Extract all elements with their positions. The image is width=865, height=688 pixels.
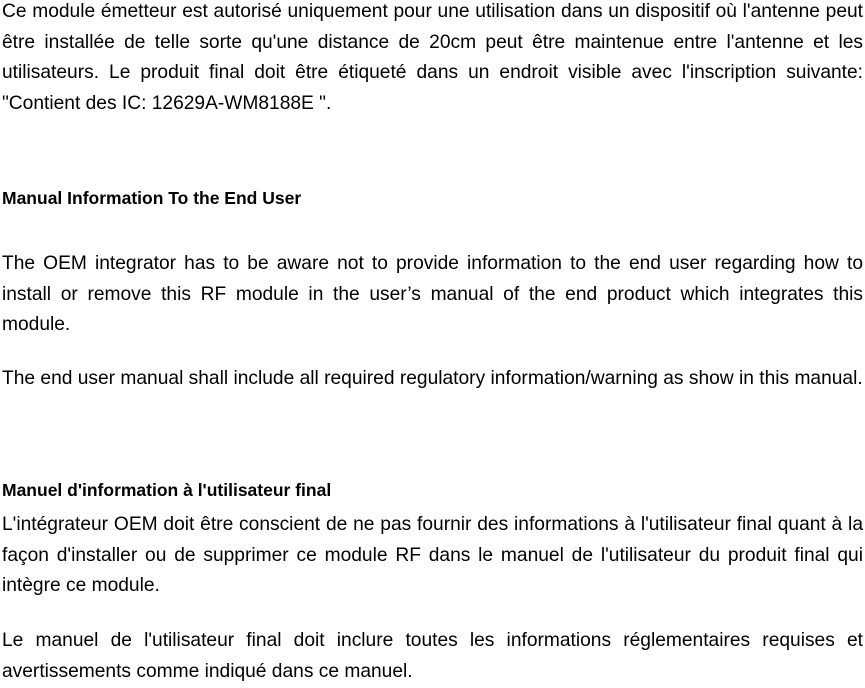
heading-manuel-information-utilisateur: Manuel d'information à l'utilisateur final	[2, 480, 332, 500]
paragraph-end-user-manual-en: The end user manual shall include all required regulatory information/warning as show in this manual.	[2, 368, 863, 389]
paragraph-antenne-distance: Ce module émetteur est autorisé uniquement pour une utilisation dans un dispositif où l'antenne peut être installée de telle sorte qu'une distance de 20cm peut être maintenue entre l'antenne et les utilisateurs. Le produit final doit être étiqueté dans un endroit visible avec l'inscription suivante: "Contient des IC: 12629A-WM8188E ".	[2, 1, 863, 114]
paragraph-integrateur-oem-fr: L'intégrateur OEM doit être conscient de ne pas fournir des informations à l'utilisateur final quant à la façon d'installer ou de supprimer ce module RF dans le manuel de l'utilisateur du produit final qui intègre ce module.	[2, 514, 863, 596]
paragraph-oem-integrator-en: The OEM integrator has to be aware not to provide information to the end user regarding how to install or remove this RF module in the user’s manual of the end product which integrates this module.	[2, 253, 863, 335]
paragraph-manuel-utilisateur-fr: Le manuel de l'utilisateur final doit inclure toutes les informations réglementaires requises et avertissements comme indiqué dans ce manuel.	[2, 630, 863, 682]
heading-manual-information-end-user: Manual Information To the End User	[2, 188, 302, 208]
